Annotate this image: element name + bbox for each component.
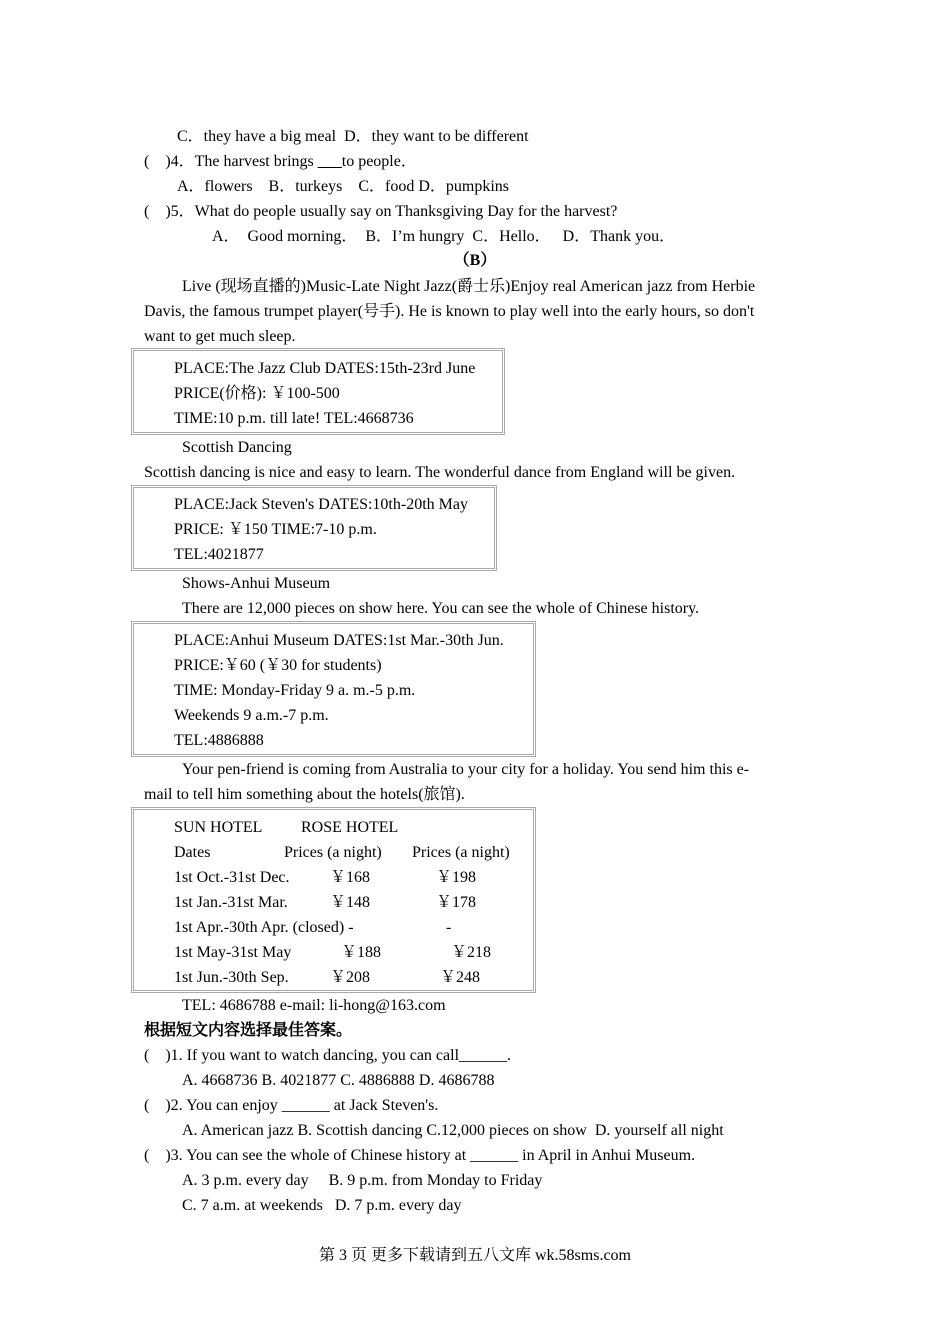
jazz-info-box (131, 348, 505, 435)
scottish-box-line: PRICE: ￥150 TIME:7-10 p.m. (174, 521, 377, 538)
question-4-options: A．flowers B．turkeys C．food D．pumpkins (177, 178, 509, 195)
instruction: 根据短文内容选择最佳答案。 (144, 1022, 353, 1039)
question-3-options-ab: A. 3 p.m. every day B. 9 p.m. from Monday to Friday (182, 1172, 543, 1189)
scottish-desc: Scottish dancing is nice and easy to learn. The wonderful dance from England will be given. (144, 464, 736, 481)
jazz-box-line: PRICE(价格): ￥100-500 (174, 385, 340, 402)
question-1: ( )1. If you want to watch dancing, you can call______. (144, 1047, 512, 1064)
table-cell-date: 1st Apr.-30th Apr. (closed) - (174, 919, 354, 936)
question-4 (144, 152, 417, 172)
table-header-price-sun: Prices (a night) (284, 844, 382, 861)
museum-box-line: TEL:4886888 (174, 732, 264, 749)
scottish-info-box (131, 485, 497, 571)
museum-box-line: PLACE:Anhui Museum DATES:1st Mar.-30th Jun. (174, 632, 504, 649)
table-header-dates: Dates (174, 844, 211, 861)
question-2-options: A. American jazz B. Scottish dancing C.12,000 pieces on show D. yourself all night (182, 1122, 724, 1139)
question-4-blank: ___ (317, 153, 342, 170)
table-cell-rose-price: ￥218 (451, 944, 492, 961)
scottish-title: Scottish Dancing (182, 439, 292, 456)
question-1-options: A. 4668736 B. 4021877 C. 4886888 D. 4686788 (182, 1072, 495, 1089)
table-cell-date: 1st Jun.-30th Sep. (174, 969, 289, 986)
hotel-name-rose: ROSE HOTEL (301, 819, 399, 836)
table-cell-rose-price: ￥248 (440, 969, 481, 986)
question-4-stem: ( )4．The harvest brings (144, 153, 318, 170)
table-cell-sun-price: ￥208 (330, 969, 371, 986)
jazz-intro-line-1: Live (现场直播的)Music-Late Night Jazz(爵士乐)Enjoy real American jazz from Herbie (182, 278, 756, 295)
hotel-name-sun: SUN HOTEL (174, 819, 263, 836)
table-header-price-rose: Prices (a night) (412, 844, 510, 861)
q3-options-cd: C．they have a big meal D．they want to be different (177, 128, 529, 145)
table-cell-date: 1st Jan.-31st Mar. (174, 894, 288, 911)
museum-box-line: TIME: Monday-Friday 9 a. m.-5 p.m. (174, 682, 416, 699)
table-cell-rose-price: ￥178 (436, 894, 477, 911)
table-cell-sun-price: ￥188 (341, 944, 382, 961)
question-2: ( )2. You can enjoy ______ at Jack Steven's. (144, 1097, 439, 1114)
question-5-options: A． Good morning． B．I’m hungry C．Hello． D．Thank you． (212, 228, 676, 245)
jazz-intro-line-3: want to get much sleep. (144, 328, 296, 345)
hotel-contact: TEL: 4686788 e-mail: li-hong@163.com (182, 997, 446, 1014)
table-cell-rose-price: ￥198 (436, 869, 477, 886)
museum-desc: There are 12,000 pieces on show here. You can see the whole of Chinese history. (182, 600, 700, 617)
question-3: ( )3. You can see the whole of Chinese history at ______ in April in Anhui Museum. (144, 1147, 696, 1164)
hotel-intro-line-1: Your pen-friend is coming from Australia to your city for a holiday. You send him this e- (182, 761, 750, 778)
jazz-box-line: PLACE:The Jazz Club DATES:15th-23rd June (174, 360, 476, 377)
page-footer: 第 3 页 更多下载请到五八文库 wk.58sms.com (318, 1247, 631, 1264)
scottish-box-line: TEL:4021877 (174, 546, 264, 563)
section-b-heading: （B） (453, 252, 497, 269)
museum-box-line: PRICE:￥60 (￥30 for students) (174, 657, 382, 674)
question-4-end: to people． (341, 153, 417, 170)
table-cell-date: 1st Oct.-31st Dec. (174, 869, 290, 886)
museum-info-box (131, 621, 536, 757)
scottish-box-line: PLACE:Jack Steven's DATES:10th-20th May (174, 496, 468, 513)
question-3-options-cd: C. 7 a.m. at weekends D. 7 p.m. every day (182, 1197, 462, 1214)
table-cell-sun-price: ￥168 (330, 869, 371, 886)
jazz-box-line: TIME:10 p.m. till late! TEL:4668736 (174, 410, 414, 427)
table-cell-rose-price: - (446, 919, 452, 936)
table-cell-sun-price: ￥148 (330, 894, 371, 911)
museum-title: Shows-Anhui Museum (182, 575, 331, 592)
hotel-price-table (131, 807, 536, 993)
jazz-intro-line-2: Davis, the famous trumpet player(号手). He is known to play well into the early hours, so don't (144, 303, 755, 320)
museum-box-line: Weekends 9 a.m.-7 p.m. (174, 707, 329, 724)
question-5: ( )5．What do people usually say on Thanksgiving Day for the harvest? (144, 203, 618, 220)
hotel-intro-line-2: mail to tell him something about the hotels(旅馆). (144, 786, 465, 803)
table-cell-date: 1st May-31st May (174, 944, 292, 961)
